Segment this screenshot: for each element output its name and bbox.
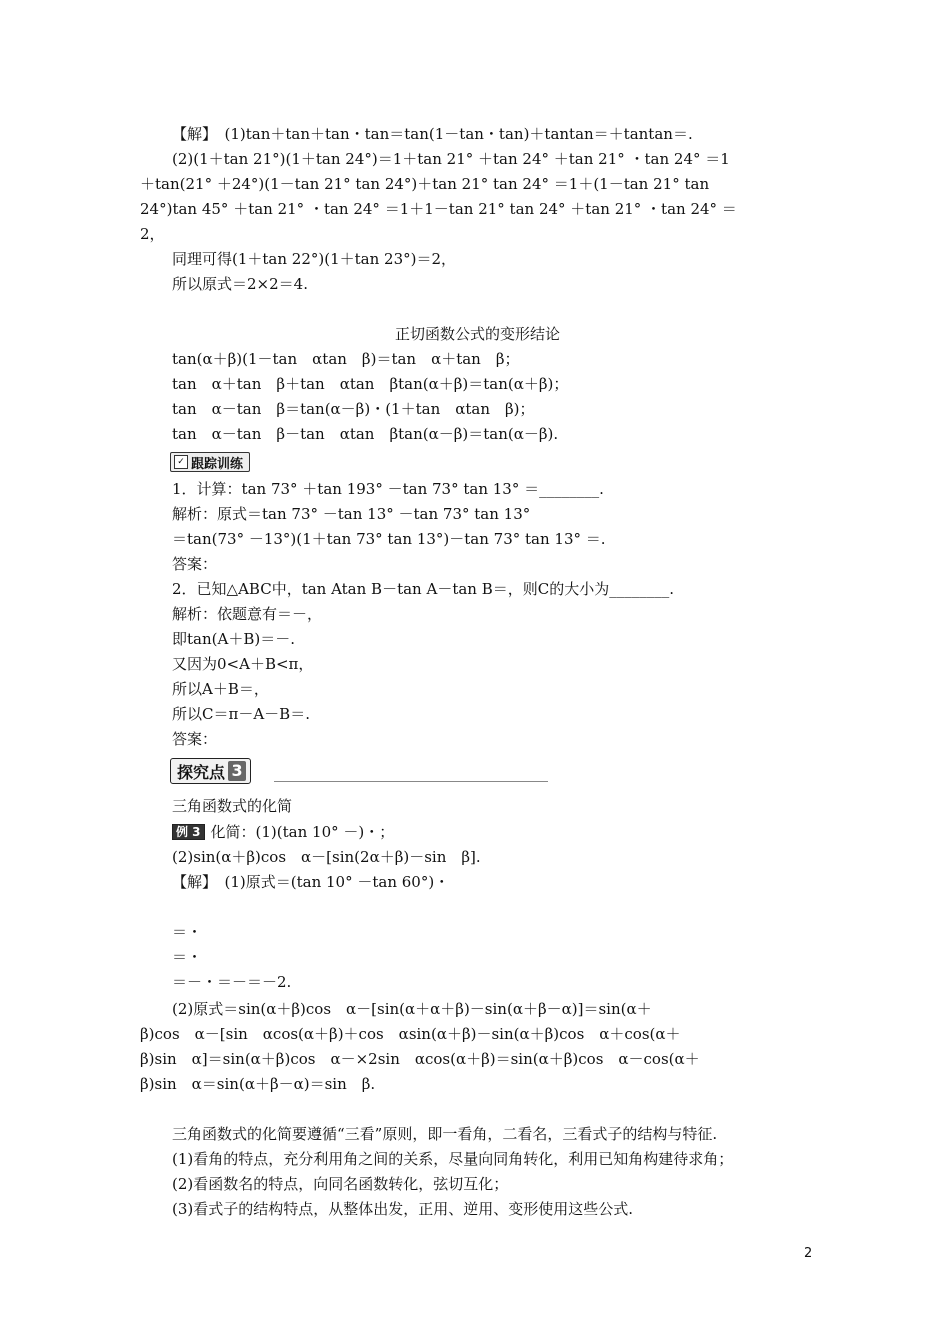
ex2-solution-line-3: ＋tan(21° ＋24°)(1－tan 21° tan 24°)＋tan 21° tan 24° ＝1＋(1－tan 21° tan (140, 175, 710, 193)
ex2-solution-line-2: (2)(1＋tan 21°)(1＋tan 24°)＝1＋tan 21° ＋tan 24° ＋tan 21° ・tan 24° ＝1 (172, 150, 730, 168)
ex2-solution-line-1: 【解】 (1)tan＋tan＋tan・tan＝tan(1－tan・tan)＋tantan＝＋tantan＝. (172, 125, 693, 143)
example3-solution-3: ＝・ (172, 948, 203, 966)
ex2-solution-line-7: 所以原式＝2×2＝4. (172, 275, 308, 293)
tan-formula-2: tan α＋tan β＋tan αtan βtan(α＋β)＝tan(α＋β)； (172, 375, 569, 393)
practice-q2-analysis-3: 又因为0<A＋B<π， (172, 655, 314, 673)
explore-point-banner (170, 758, 251, 784)
tan-formula-4: tan α－tan β－tan αtan βtan(α－β)＝tan(α－β). (172, 425, 559, 443)
practice-q1-analysis-1: 解析：原式＝tan 73° －tan 13° －tan 73° tan 13° (172, 505, 531, 523)
example3-solution-8: β)sin α＝sin(α＋β－α)＝sin β. (140, 1075, 376, 1093)
practice-q2-analysis-2: 即tan(A＋B)＝－. (172, 630, 295, 648)
ex2-solution-line-4: 24°)tan 45° ＋tan 21° ・tan 24° ＝1＋1－tan 21° tan 24° ＋tan 21° ・tan 24° ＝ (140, 200, 737, 218)
example3-question-1-text: 化简：(1)(tan 10° －)・； (210, 823, 395, 841)
tan-formula-1: tan(α＋β)(1－tan αtan β)＝tan α＋tan β； (172, 350, 520, 368)
practice-banner (170, 452, 250, 472)
example3-question-2: (2)sin(α＋β)cos α－[sin(2α＋β)－sin β]. (172, 848, 481, 866)
example3-solution-7: β)sin α]＝sin(α＋β)cos α－×2sin αcos(α＋β)＝sin(α＋β)cos α－cos(α＋ (140, 1050, 700, 1068)
practice-q2-answer: 答案： (172, 730, 218, 748)
ex2-solution-line-6: 同理可得(1＋tan 22°)(1＋tan 23°)＝2， (172, 250, 457, 268)
checkmark-icon: ✓ (174, 455, 188, 469)
example3-solution-6: β)cos α－[sin αcos(α＋β)＋cos αsin(α＋β)－sin(α＋β)cos α＋cos(α＋ (140, 1025, 681, 1043)
explore-divider (274, 781, 548, 782)
practice-q2-analysis-1: 解析：依题意有＝－， (172, 605, 323, 623)
practice-q1-answer: 答案： (172, 555, 218, 573)
example-tag: 例 3 (172, 824, 205, 840)
explore-topic: 三角函数式的化简 (172, 797, 293, 815)
page-number: 2 (804, 1246, 813, 1261)
example3-solution-4: ＝－・＝－＝－2. (172, 973, 292, 991)
example3-solution-2: ＝・ (172, 923, 203, 941)
practice-q2: 2．已知△ABC中，tan Atan B－tan A－tan B＝，则C的大小为________. (172, 580, 674, 598)
tan-formula-3: tan α－tan β＝tan(α－β)・(1＋tan αtan β)； (172, 400, 535, 418)
tan-box-title: 正切函数公式的变形结论 (394, 325, 560, 343)
practice-q2-analysis-5: 所以C＝π－A－B＝. (172, 705, 310, 723)
practice-q1: 1．计算：tan 73° ＋tan 193° －tan 73° tan 13° ＝________. (172, 480, 604, 498)
explore-point-label: 探究点 (177, 762, 226, 782)
summary-line-3: (2)看函数名的特点，向同名函数转化，弦切互化； (172, 1175, 509, 1193)
ex2-solution-line-5: 2， (140, 225, 165, 243)
summary-line-2: (1)看角的特点，充分利用角之间的关系，尽量向同角转化，利用已知角构建待求角； (172, 1150, 734, 1168)
example3-solution-1: 【解】 (1)原式＝(tan 10° －tan 60°)・ (172, 873, 450, 891)
example3-solution-5: (2)原式＝sin(α＋β)cos α－[sin(α＋α＋β)－sin(α＋β－α)]＝sin(α＋ (172, 1000, 652, 1018)
example3-question-1 (172, 822, 394, 842)
explore-point-number: 3 (228, 761, 246, 781)
summary-line-1: 三角函数式的化简要遵循“三看”原则，即一看角，二看名，三看式子的结构与特征. (172, 1125, 718, 1143)
practice-banner-label: 跟踪训练 (191, 456, 244, 472)
practice-q2-analysis-4: 所以A＋B＝， (172, 680, 269, 698)
summary-line-4: (3)看式子的结构特点，从整体出发，正用、逆用、变形使用这些公式. (172, 1200, 634, 1218)
practice-q1-analysis-2: ＝tan(73° －13°)(1＋tan 73° tan 13°)－tan 73° tan 13° ＝. (172, 530, 606, 548)
